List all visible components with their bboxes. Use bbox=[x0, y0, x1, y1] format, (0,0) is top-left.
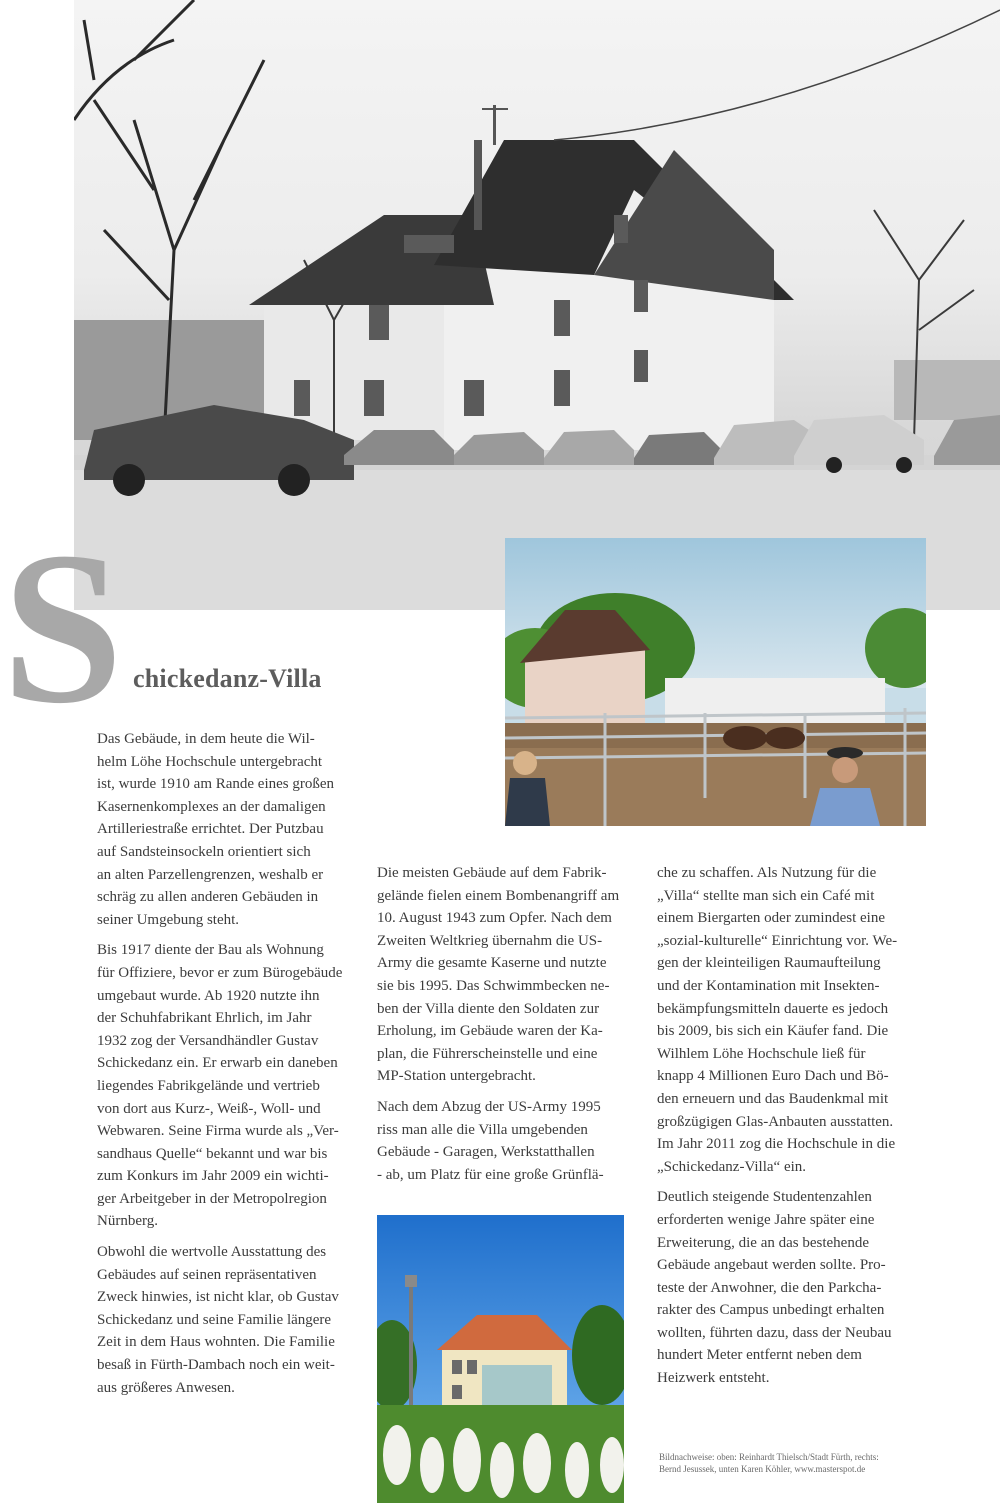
text-column-2 bbox=[377, 862, 627, 1194]
image-credits: Bildnachweise: oben: Reinhardt Thielsch/Stadt Fürth, rechts: Bernd Jesussek, unten Karen Köhler, www.masterspot.de bbox=[659, 1452, 879, 1474]
text-column-1 bbox=[97, 728, 347, 1407]
hero-photo bbox=[74, 0, 1000, 610]
paragraph: Das Gebäude, in dem heute die Wil- helm Löhe Hochschule untergebracht ist, wurde 1910 am Rande eines großen Kasernenkomplexes an der damaligen Artilleriestraße errichtet. Der Putzbau auf Sandsteinsockeln orientiert sich an alten Parzellengrenzen, weshalb er schräg zu allen anderen Gebäuden in seiner Umgebung steht. bbox=[97, 731, 335, 928]
paragraph: che zu schaffen. Als Nutzung für die „Villa“ stellte man sich ein Café mit einem Biergarten oder zumindest eine „sozial-kulturelle“ Einrichtung vor. We- gen der kleinteiligen Raumaufteilung und der Kontamination mit Insekten- bekämpfungsmitteln dauerte es jedoch bis 2009, bis sich ein Käufer fand. Die Wilhlem Löhe Hochschule ließ für knapp 4 Millionen Euro Dach und Bö- den erneuern und das Baudenkmal mit großzügigen Glas-Anbauten ausstatten. Im Jahr 2011 zog die Hochschule in die „Schickedanz-Villa“ ein. bbox=[657, 865, 898, 1175]
paragraph: Obwohl die wertvolle Ausstattung des Gebäudes auf seinen repräsentativen Zweck hinwies, ist nicht klar, ob Gustav Schickedanz und seine Familie längere Zeit in dem Haus wohnten. Die Familie besaß in Fürth-Dambach noch ein weit- aus größeres Anwesen. bbox=[97, 1244, 339, 1396]
title-drop-cap: S bbox=[2, 508, 124, 749]
building-photo bbox=[377, 1215, 624, 1503]
paragraph: Deutlich steigende Studentenzahlen erforderten wenige Jahre später eine Erweiterung, die an das bestehende Gebäude angebaut werden sollte. Pro- teste der Anwohner, die den Parkcha- rakter des Campus unbedingt erhalten wollten, führten dazu, dass der Neubau hundert Meter entfernt neben dem Heizwerk entsteht. bbox=[657, 1189, 892, 1387]
paragraph: Nach dem Abzug der US-Army 1995 riss man alle die Villa umgebenden Gebäude - Garagen, Werkstatthallen - ab, um Platz für eine große Grünflä- bbox=[377, 1098, 604, 1183]
text-column-3 bbox=[657, 862, 907, 1398]
page-title: chickedanz-Villa bbox=[133, 664, 322, 693]
rodeo-photo bbox=[505, 538, 926, 826]
paragraph: Die meisten Gebäude auf dem Fabrik- gelände fielen einem Bombenangriff am 10. August 1943 zum Opfer. Nach dem Zweiten Weltkrieg übernahm die US- Army die gesamte Kaserne und nutzte sie bis 1995. Das Schwimmbecken ne- ben der Villa diente den Soldaten zur Erholung, im Gebäude waren der Ka- plan, die Führerscheinstelle und eine MP-Station untergebracht. bbox=[377, 865, 620, 1085]
paragraph: Bis 1917 diente der Bau als Wohnung für Offiziere, bevor er zum Bürogebäude umgebaut wurde. Ab 1920 nutzte ihn der Schuhfabrikant Ehrlich, im Jahr 1932 zog der Versandhändler Gustav Schickedanz ein. Er erwarb ein daneben liegendes Fabrikgelände und vertrieb von dort aus Kurz-, Weiß-, Woll- und Webwaren. Seine Firma wurde als „Ver- sandhaus Quelle“ bekannt und war bis zum Konkurs im Jahr 2009 ein wichti- ger Arbeitgeber in der Metropolregion Nürnberg. bbox=[97, 942, 343, 1230]
